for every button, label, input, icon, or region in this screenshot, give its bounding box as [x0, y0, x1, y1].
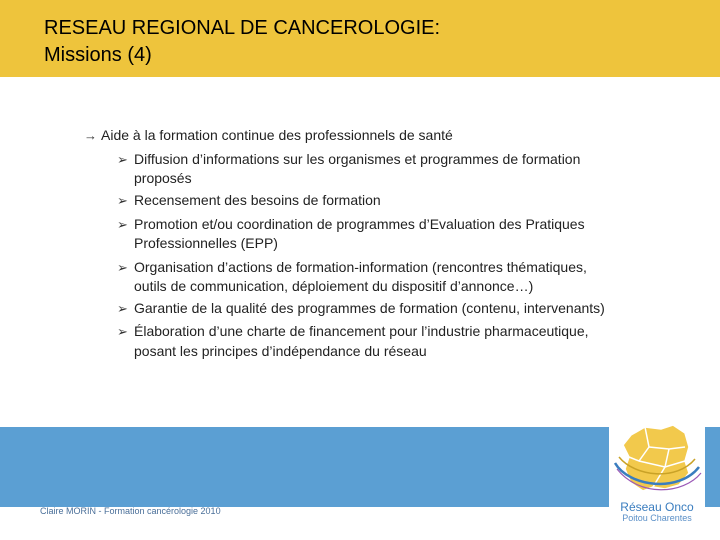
arrowhead-bullet-icon: ➢ — [117, 193, 128, 208]
logo-name: Réseau Onco — [620, 500, 694, 514]
sub-bullet-6-line1: Élaboration d’une charte de financement pour l’industrie pharmaceutique, — [134, 323, 589, 339]
right-arrow-icon: → — [84, 128, 97, 143]
sub-bullet-3-line1: Promotion et/ou coordination de programmes d’Evaluation des Pratiques — [134, 216, 585, 232]
sub-bullet-3-line2: Professionnelles (EPP) — [134, 235, 278, 251]
sub-bullet-4-line1: Organisation d’actions de formation-information (rencontres thématiques, — [134, 259, 587, 275]
arrowhead-bullet-icon: ➢ — [117, 152, 128, 167]
arrowhead-bullet-icon: ➢ — [117, 301, 128, 316]
sub-bullet-1-line1: Diffusion d’informations sur les organismes et programmes de formation — [134, 151, 581, 167]
sub-bullet-4-line2: outils de communication, déploiement du dispositif d’annonce…) — [134, 278, 534, 294]
logo-region: Poitou Charentes — [622, 513, 692, 523]
slide-title-line1: RESEAU REGIONAL DE CANCEROLOGIE: — [44, 17, 441, 39]
main-bullet: Aide à la formation continue des professionnels de santé — [101, 127, 453, 143]
arrowhead-bullet-icon: ➢ — [117, 324, 128, 339]
sub-bullet-6-line2: posant les principes d’indépendance du réseau — [134, 343, 427, 359]
sub-bullet-1-line2: proposés — [134, 170, 192, 186]
footer-credit: Claire MORIN - Formation cancérologie 2010 — [40, 506, 221, 516]
slide-title-line2: Missions (4) — [44, 44, 152, 66]
arrowhead-bullet-icon: ➢ — [117, 217, 128, 232]
sub-bullet-2-line1: Recensement des besoins de formation — [134, 192, 381, 208]
arrowhead-bullet-icon: ➢ — [117, 260, 128, 275]
logo — [609, 417, 705, 524]
logo-map-graphic — [609, 417, 705, 501]
sub-bullet-5-line1: Garantie de la qualité des programmes de formation (contenu, intervenants) — [134, 300, 605, 316]
